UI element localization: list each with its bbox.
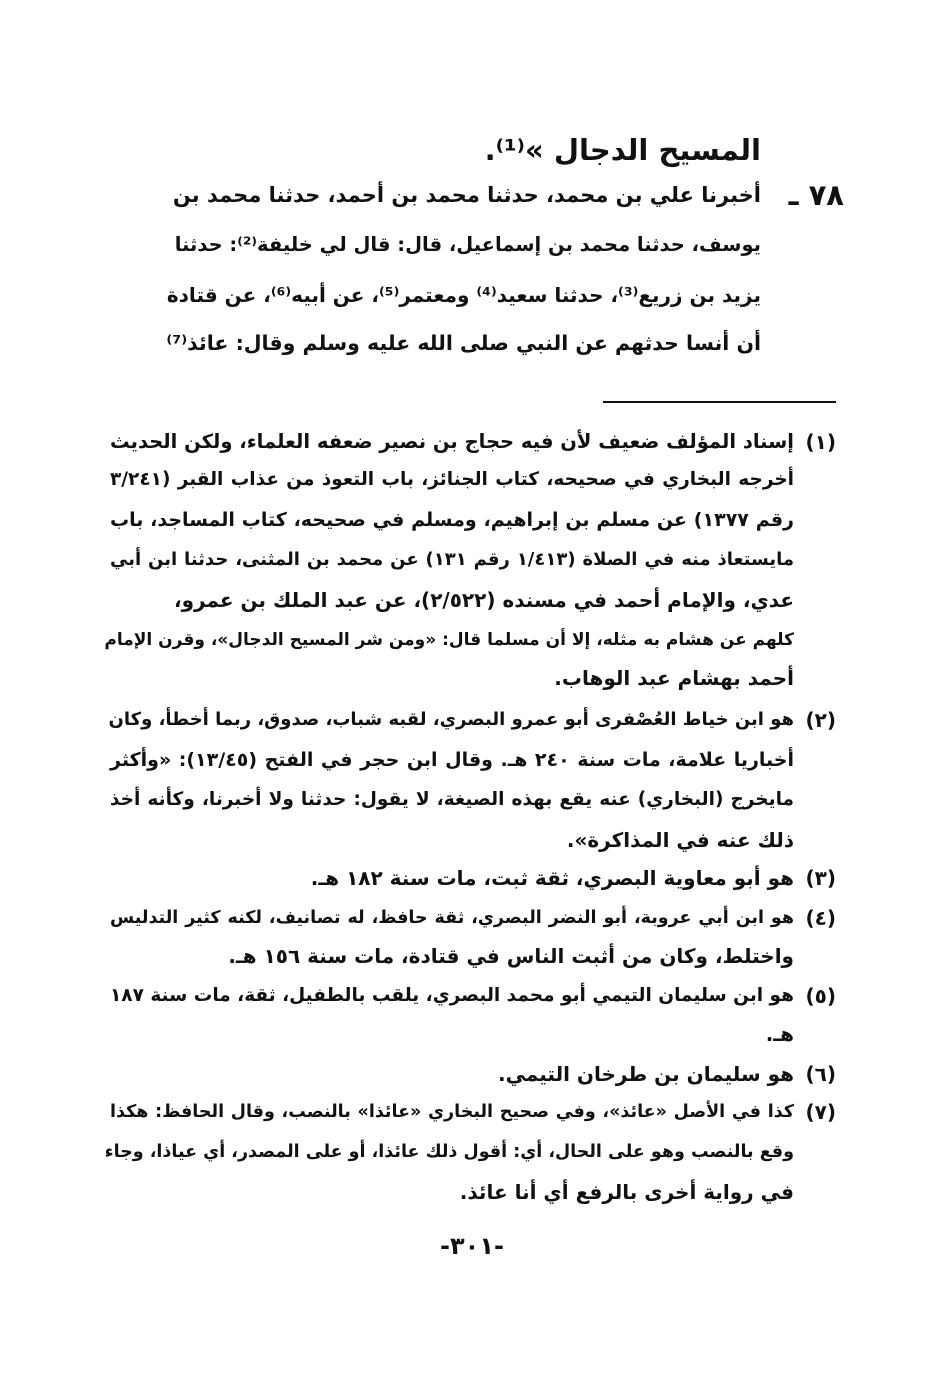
main-text-line-1: المسيح الدجال »⁽¹⁾. bbox=[484, 133, 761, 167]
footnote-1-line: كلهم عن هشام به مثله، إلا أن مسلما قال: «ومن شر المسيح الدجال»، وقرن الإمام bbox=[104, 630, 794, 650]
footnote-2-number: (٢) bbox=[805, 708, 836, 732]
page-number: -٣٠١- bbox=[440, 1232, 504, 1260]
footnote-2-line: ذلك عنه في المذاكرة». bbox=[566, 828, 794, 852]
main-text-line-2: أخبرنا علي بن محمد، حدثنا محمد بن أحمد، حدثنا محمد بن bbox=[172, 183, 761, 207]
footnote-4-line: واختلط، وكان من أثبت الناس في قتادة، مات سنة ١٥٦ هـ. bbox=[228, 944, 794, 968]
footnote-5-line: هو ابن سليمان التيمي أبو محمد البصري، يلقب بالطفيل، ثقة، مات سنة ١٨٧ bbox=[110, 985, 794, 1006]
footnote-2-line: هو ابن خياط العُصْفرى أبو عمرو البصري، لقبه شباب، صدوق، ربما أخطأ، وكان bbox=[108, 709, 794, 730]
footnote-2-line: أخباريا علامة، مات سنة ٢٤٠ هـ. وقال ابن حجر في الفتح (١٣/٤٥): «وأكثر bbox=[110, 749, 795, 771]
footnote-4-line: هو ابن أبي عروبة، أبو النضر البصري، ثقة حافظ، له تصانيف، لكنه كثير التدليس bbox=[110, 908, 794, 928]
footnote-1-line: أخرجه البخاري في صحيحه، كتاب الجنائز، باب التعوذ من عذاب القبر (٣/٢٤١ bbox=[110, 469, 794, 490]
footnote-7-number: (٧) bbox=[805, 1100, 836, 1124]
footnote-7-line: في رواية أخرى بالرفع أي أنا عائذ. bbox=[459, 1180, 794, 1204]
footnote-2-line: مايخرج (البخاري) عنه يقع بهذه الصيغة، لا يقول: حدثنا ولا أخبرنا، وكأنه أخذ bbox=[110, 789, 794, 810]
footnote-6-number: (٦) bbox=[805, 1062, 836, 1086]
footnote-3-line: هو أبو معاوية البصري، ثقة ثبت، مات سنة ١٨٢ هـ. bbox=[310, 866, 794, 890]
main-text-line-4: يزيد بن زريع⁽³⁾، حدثنا سعيد⁽⁴⁾ ومعتمر⁽⁵⁾، عن أبيه⁽⁶⁾، عن قتادة bbox=[166, 283, 761, 307]
footnote-4-number: (٤) bbox=[805, 906, 836, 930]
footnote-5-number: (٥) bbox=[805, 984, 836, 1008]
footnote-7-line: كذا في الأصل «عائذ»، وفي صحيح البخاري «عائذا» بالنصب، وقال الحافظ: هكذا bbox=[110, 1102, 794, 1122]
footnote-6-line: هو سليمان بن طرخان التيمي. bbox=[498, 1062, 794, 1086]
footnote-1-line: رقم ١٣٧٧) عن مسلم بن إبراهيم، ومسلم في صحيحه، كتاب المساجد، باب bbox=[110, 509, 794, 531]
hadith-number: ٧٨ ـ bbox=[788, 178, 844, 212]
footnote-1-line: أحمد بهشام عبد الوهاب. bbox=[554, 666, 794, 690]
footnote-1-number: (١) bbox=[805, 430, 836, 454]
footnote-separator bbox=[603, 401, 836, 403]
main-text-line-3: يوسف، حدثنا محمد بن إسماعيل، قال: قال لي خليفة⁽²⁾: حدثنا bbox=[174, 233, 761, 256]
footnote-1-line: إسناد المؤلف ضعيف لأن فيه حجاج بن نصير ضعفه العلماء، ولكن الحديث bbox=[110, 430, 794, 453]
footnote-7-line: وقع بالنصب وهو على الحال، أي: أقول ذلك عائذا، أو على المصدر، أي عياذا، وجاء bbox=[104, 1142, 794, 1162]
main-text-line-5: أن أنسا حدثهم عن النبي صلى الله عليه وسلم وقال: عائذ⁽⁷⁾ bbox=[166, 331, 761, 355]
footnote-1-line: عدي، والإمام أحمد في مسنده (٢/٥٢٢)، عن عبد الملك بن عمرو، bbox=[174, 588, 794, 612]
footnote-3-number: (٣) bbox=[805, 866, 836, 890]
footnote-5-line: هـ. bbox=[765, 1022, 794, 1046]
footnote-1-line: مايستعاذ منه في الصلاة (١/٤١٣ رقم ١٣١) عن محمد بن المثنى، حدثنا ابن أبي bbox=[110, 549, 795, 570]
